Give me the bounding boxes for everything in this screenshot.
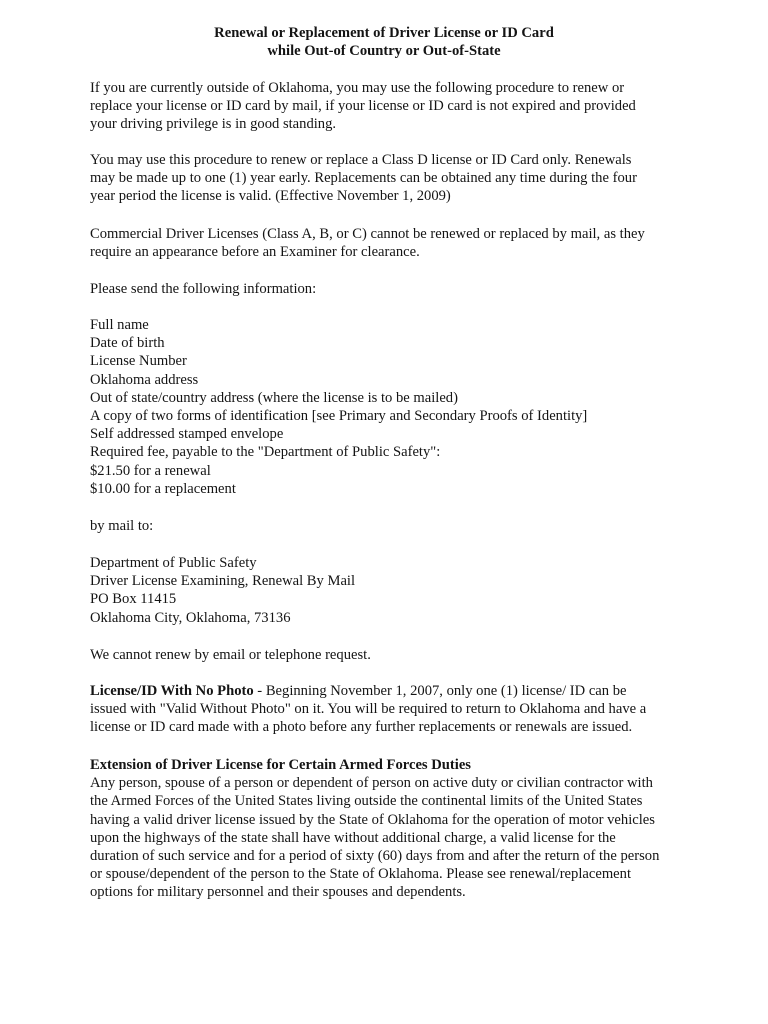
requirement-item: Full name [90,317,149,333]
requirement-item: Date of birth [90,335,165,352]
by-mail-paragraph [90,517,690,535]
requirement-item: $21.50 for a renewal [90,462,211,479]
no-photo-paragraph [90,682,690,737]
requirement-item: Self addressed stamped envelope [90,426,284,443]
address-line: PO Box 11415 [90,591,177,608]
document-title [0,24,768,60]
intro-line: If you are currently outside of Oklahoma, you may use the following procedure to renew or [90,80,625,96]
class-d-line: may be made up to one (1) year early. Replacements can be obtained any time during the four [90,170,637,187]
mailing-address [90,554,690,627]
armed-forces-line: duration of such service and for a period of sixty (60) days from and after the return of the person [90,848,660,865]
send-info-text: Please send the following information: [90,281,317,297]
no-email-paragraph [90,646,690,664]
intro-line: replace your license or ID card by mail, if your license or ID card is not expired and provided [90,98,636,115]
no-photo-line: issued with "Valid Without Photo" on it. You will be required to return to Oklahoma and have a [90,701,647,718]
requirement-item: Out of state/country address (where the license is to be mailed) [90,389,458,406]
intro-paragraph [90,79,690,134]
no-email-text: We cannot renew by email or telephone request. [90,647,371,663]
send-info-paragraph [90,280,690,298]
address-line: Oklahoma City, Oklahoma, 73136 [90,609,291,626]
commercial-line: require an appearance before an Examiner for clearance. [90,244,420,261]
title-line-1: Renewal or Replacement of Driver License or ID Card [214,25,554,41]
armed-forces-section [90,756,690,902]
address-line: Driver License Examining, Renewal By Mail [90,573,356,590]
class-d-line: year period the license is valid. (Effective November 1, 2009) [90,188,451,205]
no-photo-line-text: - Beginning November 1, 2007, only one (1) license/ ID can be [253,683,627,699]
title-line-2: while Out-of Country or Out-of-State [267,43,501,60]
requirement-item: License Number [90,353,187,370]
armed-forces-line: options for military personnel and their spouses and dependents. [90,884,466,901]
requirement-item: A copy of two forms of identification [see Primary and Secondary Proofs of Identity] [90,408,588,425]
by-mail-text: by mail to: [90,518,154,534]
armed-forces-line: the Armed Forces of the United States living outside the continental limits of the United States [90,793,643,810]
no-photo-line: license or ID card made with a photo before any further replacements or renewals are issued. [90,719,633,736]
armed-forces-line: having a valid driver license issued by the State of Oklahoma for the operation of motor vehicles [90,811,655,828]
class-d-line: You may use this procedure to renew or replace a Class D license or ID Card only. Renewals [90,152,632,168]
requirements-list [90,316,690,498]
requirement-item: $10.00 for a replacement [90,480,236,497]
class-d-paragraph [90,151,690,206]
requirement-item: Oklahoma address [90,371,199,388]
commercial-line: Commercial Driver Licenses (Class A, B, or C) cannot be renewed or replaced by mail, as they [90,226,645,242]
intro-line: your driving privilege is in good standing. [90,116,337,133]
requirement-item: Required fee, payable to the "Department of Public Safety": [90,444,441,461]
no-photo-heading: License/ID With No Photo [90,683,254,699]
armed-forces-heading: Extension of Driver License for Certain Armed Forces Duties [90,757,471,773]
armed-forces-line: upon the highways of the state shall have without additional charge, a valid license for the [90,829,616,846]
no-photo-line [90,682,690,700]
address-line: Department of Public Safety [90,555,257,571]
commercial-paragraph [90,225,690,261]
armed-forces-line: or spouse/dependent of the person to the State of Oklahoma. Please see renewal/replacement [90,866,631,883]
armed-forces-line: Any person, spouse of a person or dependent of person on active duty or civilian contractor with [90,775,653,792]
